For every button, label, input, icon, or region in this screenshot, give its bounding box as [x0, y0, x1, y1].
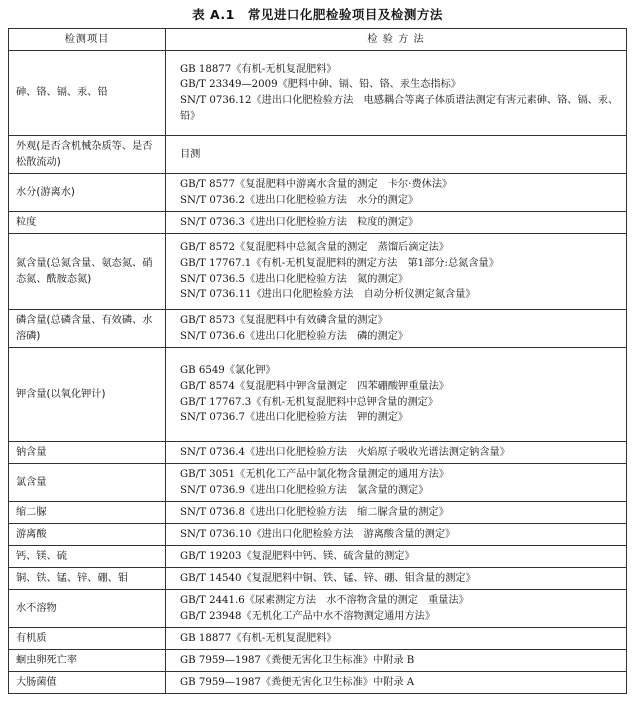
table-row — [9, 464, 627, 502]
method-cell — [166, 502, 627, 524]
method-line: SN/T 0736.8《进出口化肥检验方法 缩二脲含量的测定》 — [180, 506, 449, 518]
inspection-methods-table — [8, 28, 627, 694]
table-body — [9, 51, 627, 694]
test-item-cell: 钾含量(以氧化钾计) — [9, 348, 166, 442]
method-line: GB/T 17767.1《有机-无机复混肥料的测定方法 第1部分:总氮含量》 — [180, 257, 499, 269]
method-cell — [166, 174, 627, 212]
table-row — [9, 628, 627, 650]
header-method: 检 验 方 法 — [166, 29, 627, 51]
test-item-cell: 水分(游离水) — [9, 174, 166, 212]
method-cell — [166, 628, 627, 650]
test-item-cell: 缩二脲 — [9, 502, 166, 524]
test-item-cell: 游离酸 — [9, 524, 166, 546]
method-cell — [166, 348, 627, 442]
test-item-cell: 水不溶物 — [9, 590, 166, 628]
table-caption: 表 A.1 常见进口化肥检验项目及检测方法 — [192, 7, 443, 22]
table-row — [9, 442, 627, 464]
method-line: GB/T 17767.3《有机-无机复混肥料中总钾含量的测定》 — [180, 396, 439, 408]
method-cell — [166, 464, 627, 502]
table-row — [9, 136, 627, 174]
method-line: GB/T 8572《复混肥料中总氮含量的测定 蒸馏后滴定法》 — [180, 242, 449, 254]
method-line: SN/T 0736.11《进出口化肥检验方法 自动分析仪测定氮含量》 — [180, 289, 476, 301]
method-line: SN/T 0736.4《进出口化肥检验方法 火焰原子吸收光谱法测定钠含量》 — [180, 446, 510, 458]
method-line: GB 18877《有机-无机复混肥料》 — [180, 632, 337, 644]
test-item-cell: 外观(是否含机械杂质等、是否松散流动) — [9, 136, 166, 174]
table-row — [9, 174, 627, 212]
method-line: GB 6549《氯化钾》 — [180, 365, 276, 377]
table-header-row — [9, 29, 627, 51]
table-row — [9, 310, 627, 348]
method-line: GB/T 23349—2009《肥料中砷、镉、铅、铬、汞生态指标》 — [180, 79, 461, 91]
test-item-cell: 铜、铁、锰、锌、硼、钼 — [9, 568, 166, 590]
table-row — [9, 590, 627, 628]
method-line: GB/T 8573《复混肥料中有效磷含量的测定》 — [180, 314, 388, 326]
method-cell — [166, 51, 627, 136]
test-item-cell: 氮含量(总氮含量、氨态氮、硝态氮、酰胺态氮) — [9, 234, 166, 310]
method-line: GB/T 19203《复混肥料中钙、镁、硫含量的测定》 — [180, 550, 415, 562]
test-item-cell: 钠含量 — [9, 442, 166, 464]
table-row — [9, 51, 627, 136]
method-cell — [166, 212, 627, 234]
table-row — [9, 672, 627, 694]
method-line: GB/T 23948《无机化工产品中水不溶物测定通用方法》 — [180, 610, 436, 622]
method-cell — [166, 568, 627, 590]
method-line: GB 7959—1987《粪便无害化卫生标准》中附录 B — [180, 654, 415, 666]
method-line: GB/T 2441.6《尿素测定方法 水不溶物含量的测定 重量法》 — [180, 594, 469, 606]
test-item-cell: 粒度 — [9, 212, 166, 234]
method-line: GB/T 8577《复混肥料中游离水含量的测定 卡尔·费休法》 — [180, 178, 453, 190]
method-cell — [166, 590, 627, 628]
method-line: GB/T 14540《复混肥料中铜、铁、锰、锌、硼、钼含量的测定》 — [180, 572, 476, 584]
method-line: SN/T 0736.6《进出口化肥检验方法 磷的测定》 — [180, 330, 409, 342]
method-line: GB/T 8574《复混肥料中钾含量测定 四苯硼酸钾重量法》 — [180, 380, 449, 392]
test-item-cell: 大肠菌值 — [9, 672, 166, 694]
method-line: SN/T 0736.3《进出口化肥检验方法 粒度的测定》 — [180, 216, 419, 228]
method-cell — [166, 672, 627, 694]
method-cell — [166, 234, 627, 310]
method-cell — [166, 650, 627, 672]
test-item-cell: 砷、铬、镉、汞、铅 — [9, 51, 166, 136]
method-line: SN/T 0736.5《进出口化肥检验方法 氮的测定》 — [180, 273, 409, 285]
table-row — [9, 348, 627, 442]
table-row — [9, 650, 627, 672]
method-line: GB 7959—1987《粪便无害化卫生标准》中附录 A — [180, 676, 415, 688]
table-row — [9, 568, 627, 590]
table-row — [9, 212, 627, 234]
test-item-cell: 蛔虫卵死亡率 — [9, 650, 166, 672]
method-line: GB/T 3051《无机化工产品中氯化物含量测定的通用方法》 — [180, 468, 449, 480]
method-cell — [166, 524, 627, 546]
table-row — [9, 524, 627, 546]
test-item-cell: 磷含量(总磷含量、有效磷、水溶磷) — [9, 310, 166, 348]
method-line: SN/T 0736.7《进出口化肥检验方法 钾的测定》 — [180, 412, 409, 424]
method-cell — [166, 136, 627, 174]
test-item-cell: 钙、镁、硫 — [9, 546, 166, 568]
method-cell — [166, 310, 627, 348]
header-item: 检测项目 — [9, 29, 166, 51]
table-row — [9, 546, 627, 568]
method-line: SN/T 0736.10《进出口化肥检验方法 游离酸含量的测定》 — [180, 528, 456, 540]
test-item-cell: 有机质 — [9, 628, 166, 650]
method-line: SN/T 0736.9《进出口化肥检验方法 氯含量的测定》 — [180, 484, 429, 496]
test-item-cell: 氯含量 — [9, 464, 166, 502]
method-line: SN/T 0736.2《进出口化肥检验方法 水分的测定》 — [180, 194, 419, 206]
method-line: 目测 — [180, 148, 201, 160]
method-cell — [166, 442, 627, 464]
table-row — [9, 234, 627, 310]
table-row — [9, 502, 627, 524]
method-line: SN/T 0736.12《进出口化肥检验方法 电感耦合等离子体质谱法测定有害元素砷、铬、镉、汞、铅》 — [180, 95, 619, 122]
method-cell — [166, 546, 627, 568]
method-line: GB 18877《有机-无机复混肥料》 — [180, 63, 337, 75]
